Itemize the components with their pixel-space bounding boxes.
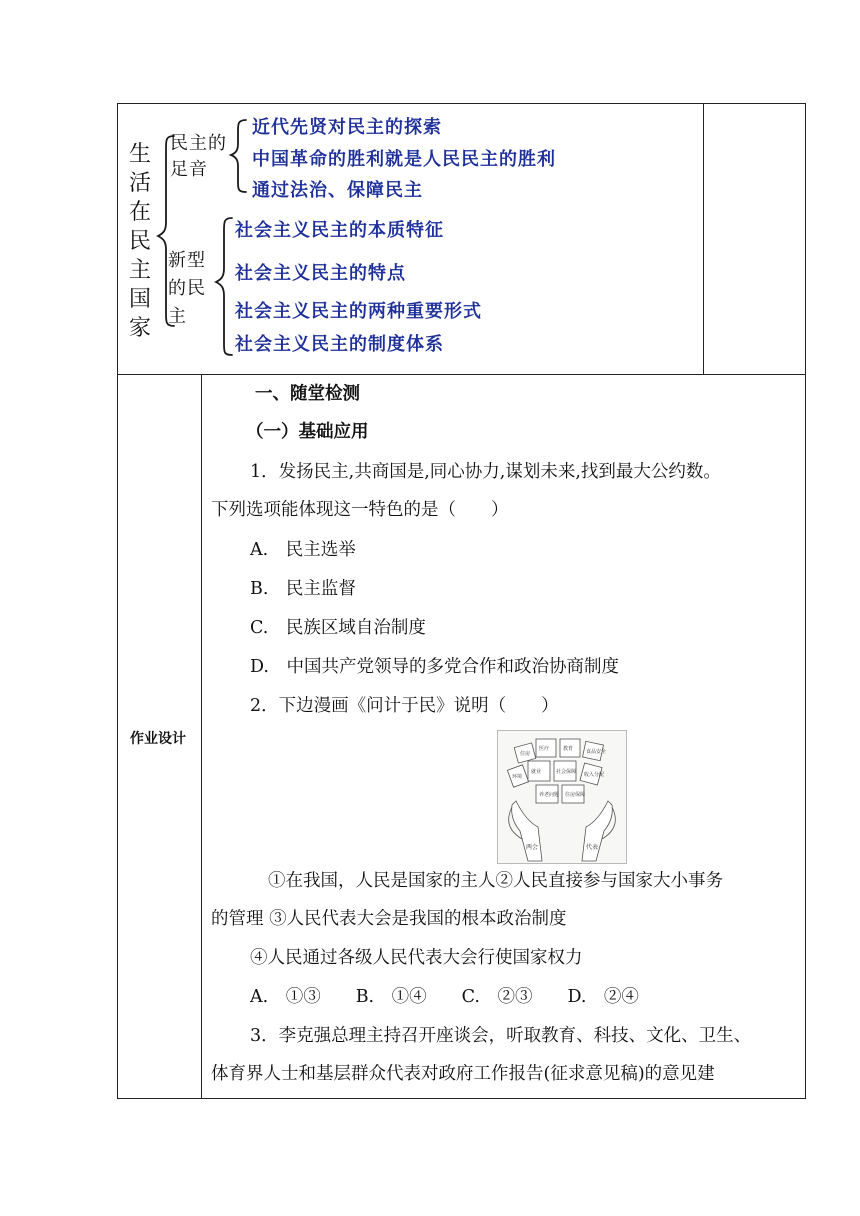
q1-option-a: A. 民主选举	[250, 540, 356, 560]
cartoon-card: 环境	[512, 774, 523, 780]
q2-line1: 2．下边漫画《问计于民》说明（ ）	[250, 696, 559, 716]
cartoon-left-hand-label: 两会	[526, 844, 539, 851]
cartoon-card: 教育	[563, 746, 574, 752]
q2-choices: A. ①③ B. ①④ C. ②③ D. ②④	[250, 987, 639, 1007]
cartoon-card: 医疗	[539, 746, 550, 752]
cartoon-card: 收入分配	[584, 772, 605, 778]
section-title: 一、随堂检测	[255, 384, 360, 404]
q1-option-d: D. 中国共产党领导的多党合作和政治协商制度	[250, 657, 619, 677]
cartoon-card: 食品安全	[586, 749, 607, 755]
cartoon-card: 住房	[520, 751, 531, 757]
branch1-label: 民主的 足音	[170, 133, 227, 180]
q2-statement-line3: ④人民通过各级人民代表大会行使国家权力	[250, 948, 583, 968]
branch1-item: 中国革命的胜利就是人民民主的胜利	[252, 149, 556, 170]
q1-option-c: C. 民族区域自治制度	[250, 618, 426, 638]
q2-statement-line2: 的管理 ③人民代表大会是我国的根本政治制度	[211, 909, 567, 929]
cartoon-drawing	[498, 731, 626, 863]
cartoon-card: 就业	[531, 769, 542, 775]
branch1-item: 近代先贤对民主的探索	[252, 117, 442, 138]
branch2-label: 新型 的民 主	[168, 250, 206, 327]
q3-line2: 体育界人士和基层群众代表对政府工作报告(征求意见稿)的意见建	[211, 1064, 715, 1084]
mind-map-root: 生活在民主国家	[128, 142, 151, 341]
cartoon-card: 住房保障	[565, 792, 586, 798]
branch2-item: 社会主义民主的制度体系	[235, 334, 444, 355]
branch1-item: 通过法治、保障民主	[252, 180, 423, 201]
cartoon-card: 社会保障	[556, 769, 577, 775]
cartoon-image	[497, 730, 627, 864]
homework-design-label: 作业设计	[130, 731, 186, 747]
subsection-title: （一）基础应用	[246, 422, 369, 442]
branch2-item: 社会主义民主的两种重要形式	[235, 301, 482, 322]
cartoon-right-hand-label: 代表	[586, 844, 599, 851]
branch2-item: 社会主义民主的特点	[235, 263, 406, 284]
branch2-item: 社会主义民主的本质特征	[235, 220, 444, 241]
q3-line1: 3．李克强总理主持召开座谈会，听取教育、科技、文化、卫生、	[250, 1026, 752, 1046]
q2-statement-line1: ①在我国，人民是国家的主人②人民直接参与国家大小事务	[268, 871, 723, 891]
cartoon-card: 养老问题	[539, 792, 560, 798]
q1-line1: 1．发扬民主,共商国是,同心协力,谋划未来,找到最大公约数。	[250, 462, 721, 482]
q1-line2: 下列选项能体现这一特色的是（ ）	[211, 500, 509, 520]
q1-option-b: B. 民主监督	[250, 579, 356, 599]
